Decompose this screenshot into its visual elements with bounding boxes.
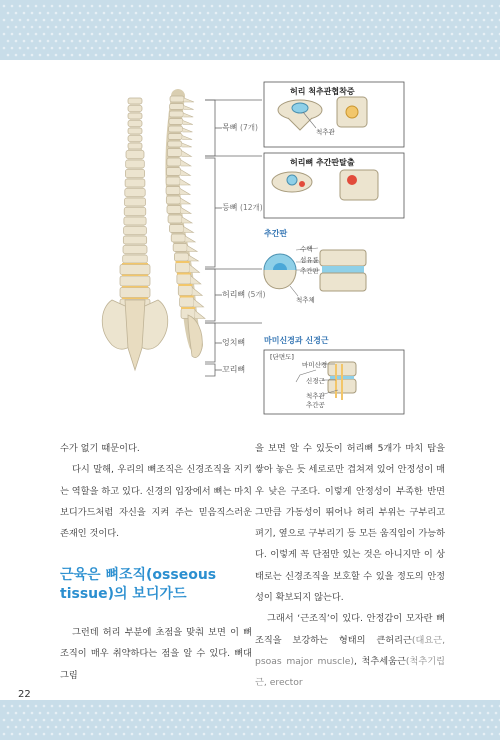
left-column-top <box>60 438 252 544</box>
paragraph: 을 보면 알 수 있듯이 허리뼈 5개가 마치 탑을 쌓아 놓은 듯 세로로만 겹쳐져 있어 안정성이 매우 낮은 구조다. 이렇게 안정성이 부족한 반면 그만큼 가동성이 뛰어나 허리 부위는 구부리고 펴기, 옆으로 구부리기 등 모든 움직임이 가능하다. 이렇게 꼭 단점만 있는 것은 아니지만 이 상태로는 신경조직을 보호할 수 있을 정도의 안정성이 확보되지 않는다. <box>255 443 445 604</box>
cauda-label-nerve: 마미신경 <box>302 361 328 369</box>
right-column <box>255 438 445 694</box>
region-brackets <box>205 100 262 376</box>
paragraph: 수가 없기 때문이다. <box>60 443 140 454</box>
label-cervical: 목뼈 (7개) <box>222 123 258 132</box>
bottom-banner <box>0 700 500 740</box>
cauda-label-root: 신경근 <box>306 377 325 385</box>
label-coccyx: 꼬리뼈 <box>222 365 246 374</box>
dot-pattern <box>0 700 500 740</box>
disc-label-nucleus: 수핵 <box>300 245 313 253</box>
panel-cauda-title: 마미신경과 신경근 <box>264 336 329 345</box>
page-number: 22 <box>18 689 31 700</box>
label-lumbar: 허리뼈 (5개) <box>222 290 266 299</box>
cauda-label-section: [단면도] <box>270 353 294 361</box>
label-sacrum: 엉치뼈 <box>222 338 246 347</box>
section-heading: 근육은 뼈조직(osseous tissue)의 보디가드 <box>60 567 217 602</box>
paragraph: 그래서 ‘근조직’이 있다. 안정감이 모자란 뼈조직을 보강하는 형태의 큰허리근(대요근, psoas major muscle), 척추세움근(척추기립근, erector <box>255 613 445 689</box>
cauda-label-canal: 척추관 <box>306 392 325 400</box>
cauda-label-foramen: 추간공 <box>306 401 325 409</box>
left-column-bottom <box>60 622 252 686</box>
disc-label-disc: 추간판 <box>300 267 319 275</box>
disc-label-body: 척추체 <box>296 296 315 304</box>
spine-side-view <box>166 96 205 358</box>
spine-front-view <box>102 98 168 370</box>
paragraph: 다시 말해, 우리의 뼈조직은 신경조직을 지키는 역할을 하고 있다. 신경의 입장에서 뼈는 마치 보디가드처럼 자신을 지켜 주는 믿음직스러운 존재인 것이다. <box>60 464 252 540</box>
panel-stenosis-label: 척추관 <box>316 128 335 136</box>
panel-herniation-title: 허리뼈 추간판탈출 <box>290 158 355 167</box>
panel-disc-title: 추간판 <box>264 229 288 238</box>
disc-label-annulus: 섬유륜 <box>300 256 319 264</box>
panel-stenosis-title: 허리 척추관협착증 <box>290 87 355 96</box>
label-thoracic: 등뼈 (12개) <box>222 203 263 212</box>
paragraph: 그런데 허리 부분에 초점을 맞춰 보면 이 뼈조직이 매우 취약하다는 점을 알 수 있다. 뼈대 그림 <box>60 627 252 681</box>
